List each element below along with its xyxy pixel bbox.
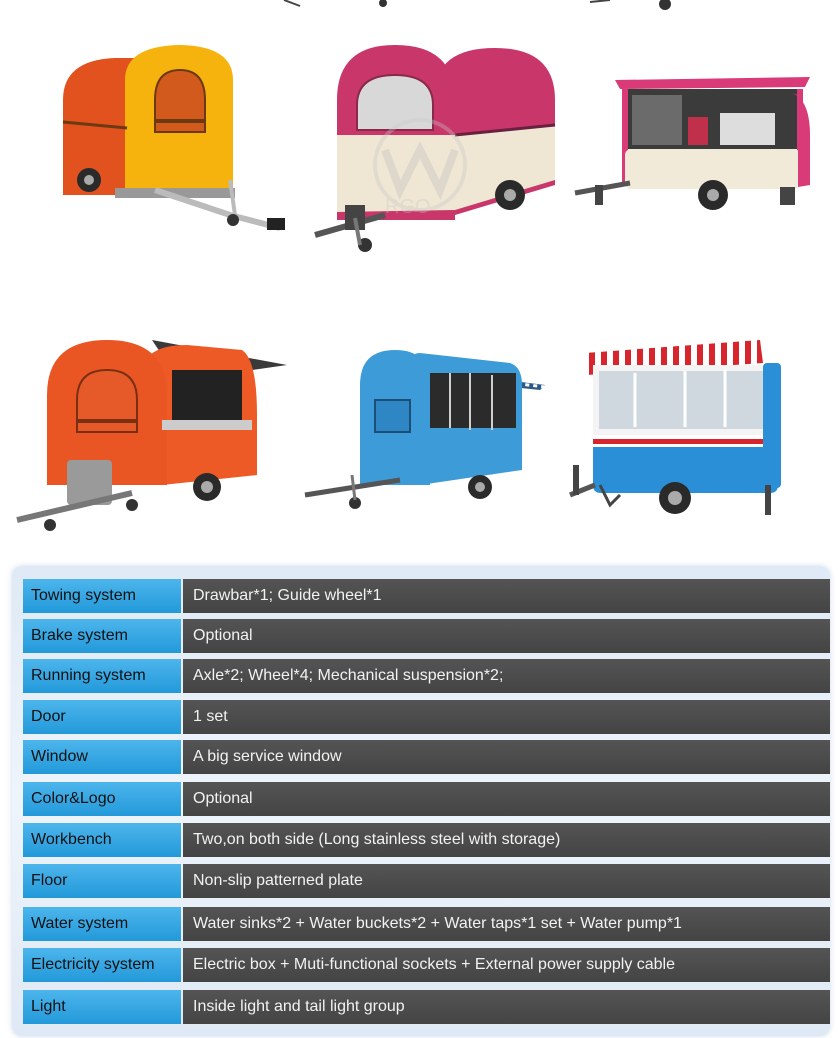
trailer-image-blue-white-striped	[565, 335, 790, 525]
spec-row-electricity-system	[23, 948, 830, 982]
trailer-image-orange-awning	[12, 335, 290, 535]
spec-value: Optional	[183, 619, 830, 653]
spec-value: Optional	[183, 782, 830, 816]
spec-row-door	[23, 700, 830, 734]
trailer-image-blue-windowed	[300, 345, 550, 515]
spec-value: Axle*2; Wheel*4; Mechanical suspension*2;	[183, 659, 830, 693]
spec-value: Drawbar*1; Guide wheel*1	[183, 579, 830, 613]
spec-value: Inside light and tail light group	[183, 990, 830, 1024]
spec-label: Door	[23, 700, 181, 734]
spec-label: Running system	[23, 659, 181, 693]
spec-row-running-system	[23, 659, 830, 693]
spec-value: Water sinks*2 + Water buckets*2 + Water taps*1 set + Water pump*1	[183, 907, 830, 941]
spec-value: Electric box + Muti-functional sockets + External power supply cable	[183, 948, 830, 982]
spec-value: A big service window	[183, 740, 830, 774]
spec-value: Two,on both side (Long stainless steel with storage)	[183, 823, 830, 857]
spec-row-water-system	[23, 907, 830, 941]
spec-row-towing-system	[23, 579, 830, 613]
spec-label: Light	[23, 990, 181, 1024]
spec-row-window	[23, 740, 830, 774]
svg-text:RGO: RGO	[385, 196, 431, 215]
spec-label: Window	[23, 740, 181, 774]
spec-row-workbench	[23, 823, 830, 857]
spec-label: Floor	[23, 864, 181, 898]
spec-label: Workbench	[23, 823, 181, 857]
spec-label: Electricity system	[23, 948, 181, 982]
specification-table	[12, 566, 830, 1036]
spec-row-brake-system	[23, 619, 830, 653]
spec-label: Color&Logo	[23, 782, 181, 816]
spec-row-floor	[23, 864, 830, 898]
spec-value: 1 set	[183, 700, 830, 734]
spec-row-light	[23, 990, 830, 1024]
cropped-trailer-parts	[0, 0, 840, 14]
trailer-image-pink-kiosk	[570, 75, 815, 220]
spec-value: Non-slip patterned plate	[183, 864, 830, 898]
spec-label: Towing system	[23, 579, 181, 613]
spec-label: Brake system	[23, 619, 181, 653]
trailer-image-orange-yellow	[55, 40, 290, 240]
spec-label: Water system	[23, 907, 181, 941]
spec-row-color-logo	[23, 782, 830, 816]
watermark-logo	[330, 95, 510, 215]
